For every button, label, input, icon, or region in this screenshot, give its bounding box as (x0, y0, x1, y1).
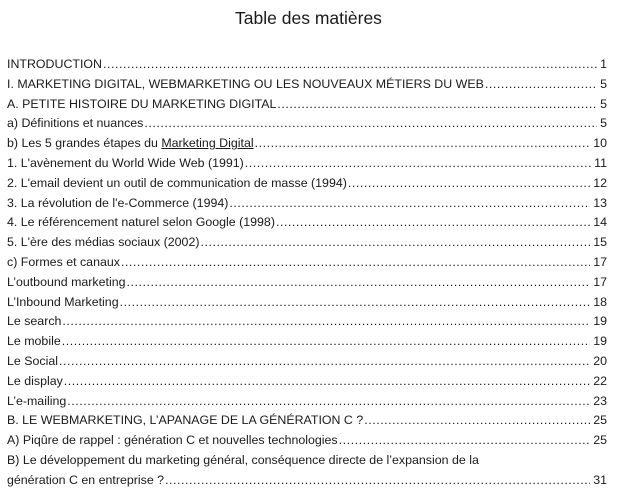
toc-page-number: 17 (593, 254, 607, 269)
toc-entry-label: B) Le développement du marketing général, conséquence directe de l’expansion de la (7, 452, 479, 467)
toc-leader-dots (485, 75, 597, 95)
toc-entry-label: Le mobile (7, 334, 61, 349)
toc-leader-dots (200, 233, 590, 253)
toc-page-number: 19 (593, 314, 607, 329)
toc-entry-label: I. MARKETING DIGITAL, WEBMARKETING OU LES NOUVEAUX MÉTIERS DU WEB (7, 76, 484, 91)
toc-entry-outbound[interactable] (7, 273, 607, 293)
toc-page-number: 5 (600, 76, 607, 91)
toc-entry-label: 3. La révolution de l'e-Commerce (1994) (7, 195, 229, 210)
toc-entry-www[interactable] (7, 154, 607, 174)
toc-entry-label-prefix: b) Les 5 grandes étapes du (7, 136, 162, 151)
toc-entry-label: 5. L'ère des médias sociaux (2002) (7, 235, 200, 250)
toc-leader-dots (127, 273, 591, 293)
toc-entry-ecommerce[interactable] (7, 194, 607, 214)
toc-leader-dots (276, 213, 590, 233)
toc-entry-label: A. PETITE HISTOIRE DU MARKETING DIGITAL (7, 96, 277, 111)
toc-leader-dots (62, 312, 590, 332)
toc-page-number: 25 (593, 433, 607, 448)
toc-entry-label: 4. Le référencement naturel selon Google (1998) (7, 215, 275, 230)
toc-entry-label: Le Social (7, 353, 58, 368)
toc-entry-label: 1. L'avènement du World Wide Web (1991) (7, 155, 244, 170)
toc-page-number: 20 (593, 353, 607, 368)
table-of-contents (7, 55, 607, 491)
toc-entry-label: A) Piqûre de rappel : génération C et nouvelles technologies (7, 433, 338, 448)
toc-entry-emailing[interactable] (7, 392, 607, 412)
toc-page-number: 23 (593, 393, 607, 408)
page-title: Table des matières (235, 8, 382, 28)
toc-leader-dots (277, 95, 597, 115)
toc-leader-dots (62, 332, 590, 352)
toc-entry-email[interactable] (7, 174, 607, 194)
toc-entry-piqure-rappel[interactable] (7, 431, 607, 451)
toc-entry-medias-sociaux[interactable] (7, 233, 607, 253)
toc-page-number: 14 (593, 215, 607, 230)
toc-leader-dots (103, 55, 597, 75)
toc-entry-developpement-line1[interactable] (7, 451, 607, 471)
toc-leader-dots (339, 431, 591, 451)
toc-entry-label: Le search (7, 314, 62, 329)
toc-page-number: 19 (593, 334, 607, 349)
toc-page-number: 12 (593, 175, 607, 190)
toc-entry-definitions[interactable] (7, 114, 607, 134)
toc-page-number: 25 (593, 413, 607, 428)
toc-entry-label: L’outbound marketing (7, 274, 126, 289)
toc-entry-section-b[interactable] (7, 411, 607, 431)
toc-entry-5-etapes[interactable] (7, 134, 607, 154)
toc-entry-label: a) Définitions et nuances (7, 116, 144, 131)
toc-entry-inbound[interactable] (7, 293, 607, 313)
toc-entry-mobile[interactable] (7, 332, 607, 352)
toc-leader-dots (229, 194, 590, 214)
toc-entry-developpement[interactable] (7, 471, 607, 491)
toc-page-number: 11 (594, 155, 607, 170)
toc-page-number: 15 (593, 235, 607, 250)
toc-entry-label: INTRODUCTION (7, 57, 102, 71)
toc-leader-dots (245, 154, 591, 174)
toc-entry-label: L’Inbound Marketing (7, 294, 119, 309)
toc-entry-label: B. LE WEBMARKETING, L’APANAGE DE LA GÉNÉRATION C ? (7, 413, 364, 428)
toc-page-number: 22 (593, 373, 607, 388)
toc-leader-dots (165, 471, 590, 491)
toc-page-number: 17 (593, 274, 607, 289)
toc-entry-display[interactable] (7, 372, 607, 392)
toc-leader-dots (364, 411, 590, 431)
toc-page-number: 31 (593, 472, 607, 487)
toc-entry-google[interactable] (7, 213, 607, 233)
toc-leader-dots (348, 174, 590, 194)
toc-page-number: 5 (600, 96, 607, 111)
toc-leader-dots (64, 372, 590, 392)
toc-entry-part-1[interactable] (7, 75, 607, 95)
toc-entry-formes-canaux[interactable] (7, 253, 607, 273)
toc-page-number: 18 (593, 294, 607, 309)
toc-entry-social[interactable] (7, 352, 607, 372)
marketing-digital-link[interactable]: Marketing Digital (161, 136, 254, 151)
toc-page-number: 5 (600, 116, 607, 131)
toc-leader-dots (144, 114, 597, 134)
toc-entry-label: L’e-mailing (7, 393, 67, 408)
toc-leader-dots (121, 253, 590, 273)
toc-leader-dots (255, 134, 591, 154)
toc-entry-section-a[interactable] (7, 95, 607, 115)
toc-entry-label: c) Formes et canaux (7, 254, 120, 269)
toc-entry-introduction[interactable] (7, 55, 607, 75)
toc-entry-label: 2. L'email devient un outil de communication de masse (1994) (7, 175, 347, 190)
toc-entry-label: Le display (7, 373, 63, 388)
toc-entry-search[interactable] (7, 312, 607, 332)
toc-page-number: 13 (593, 195, 607, 210)
toc-leader-dots (59, 352, 590, 372)
toc-leader-dots (67, 392, 590, 412)
toc-page-number: 1 (600, 57, 607, 71)
toc-page-number: 10 (593, 136, 607, 151)
toc-entry-label: génération C en entreprise ? (7, 472, 165, 487)
toc-entry-label (7, 134, 254, 154)
toc-leader-dots (120, 293, 591, 313)
